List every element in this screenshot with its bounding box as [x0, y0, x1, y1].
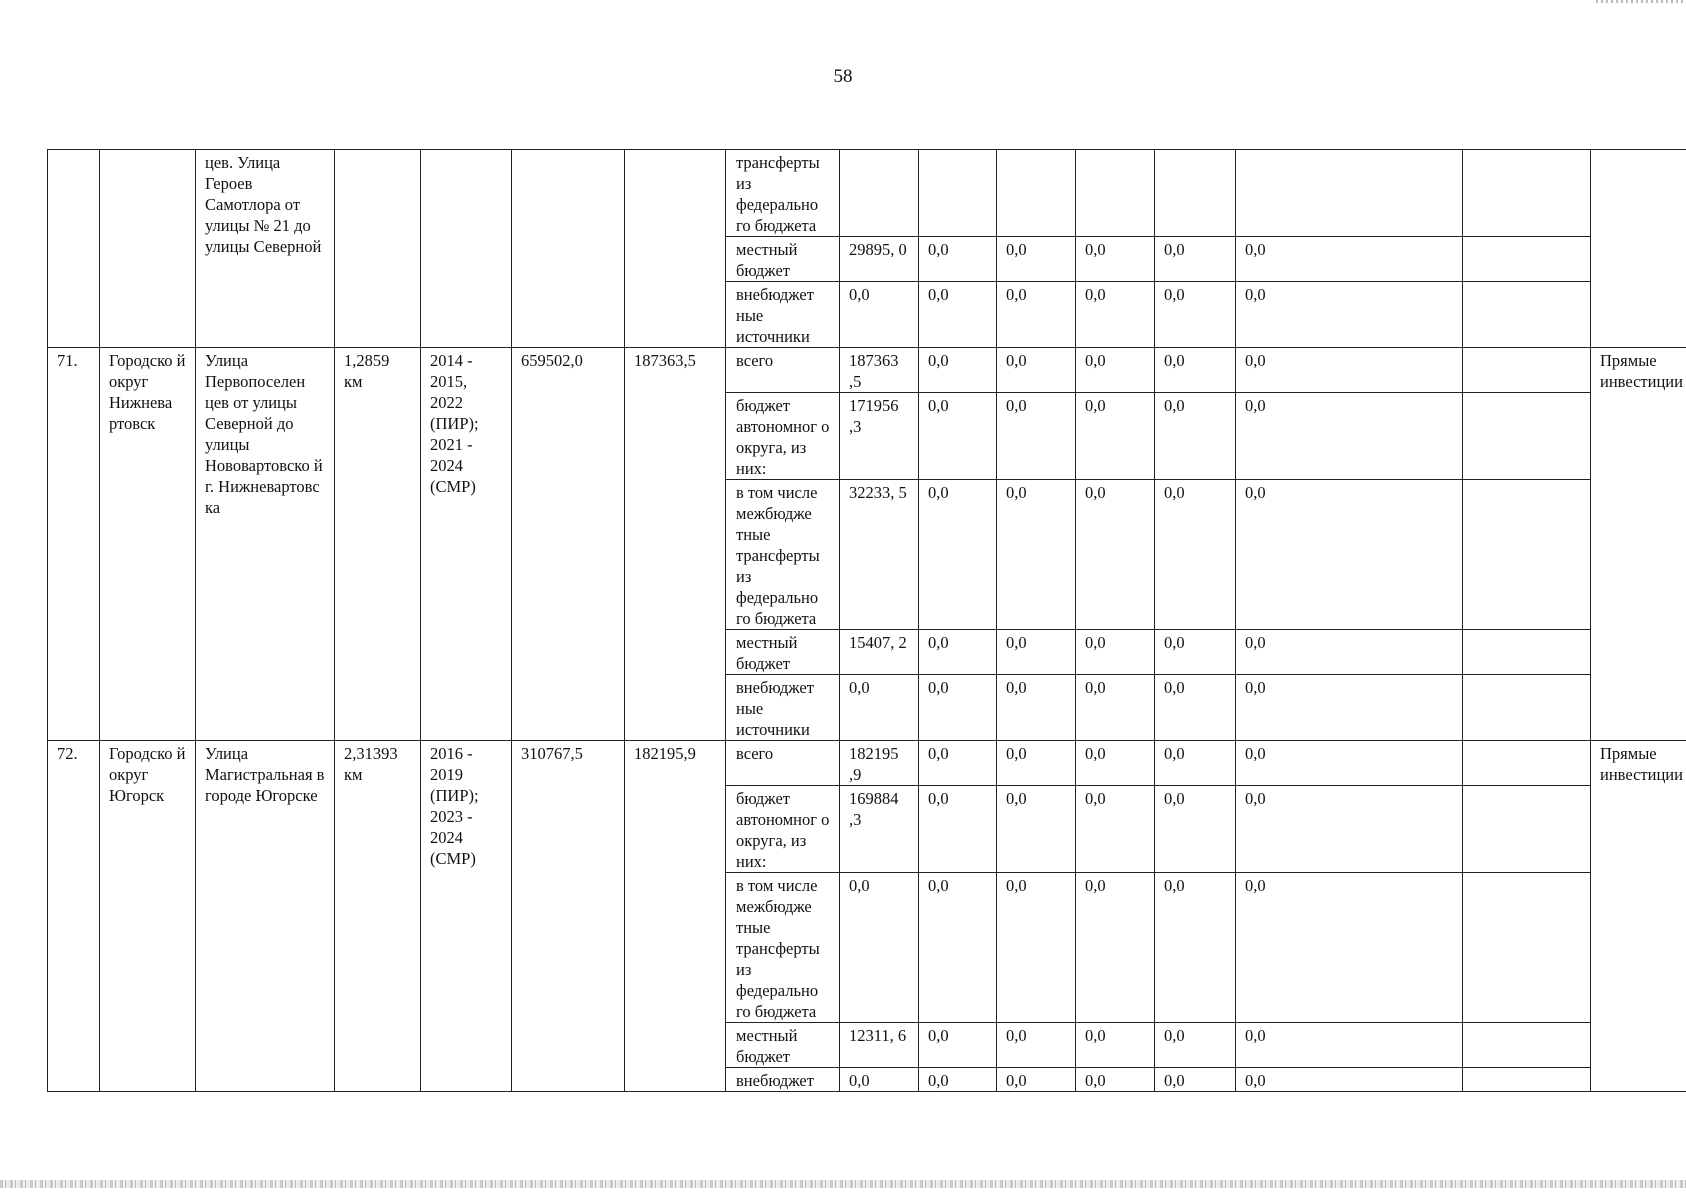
funding-source-cell: бюджет автономног о округа, из них:	[726, 393, 840, 480]
funding-source-cell: местный бюджет	[726, 237, 840, 282]
table-row	[48, 741, 1686, 786]
table-row	[48, 348, 1686, 393]
amount-cell: 0,0	[919, 786, 997, 873]
blank-cell	[1463, 675, 1591, 741]
investment-form-cell: Прямые инвестиции	[1591, 741, 1686, 1092]
blank-cell	[421, 150, 512, 348]
amount-cell: 171956 ,3	[840, 393, 919, 480]
amount-cell: 0,0	[1155, 741, 1236, 786]
amount-cell: 0,0	[997, 1023, 1076, 1068]
funding-source-cell: внебюджет	[726, 1068, 840, 1092]
amount-cell: 0,0	[1236, 393, 1463, 480]
blank-cell	[1463, 741, 1591, 786]
amount-cell: 0,0	[1236, 480, 1463, 630]
amount-cell: 0,0	[1236, 1068, 1463, 1092]
amount-cell: 0,0	[997, 786, 1076, 873]
amount-cell: 12311, 6	[840, 1023, 919, 1068]
blank-cell	[1463, 237, 1591, 282]
amount-cell: 0,0	[919, 630, 997, 675]
amount-cell: 0,0	[1155, 393, 1236, 480]
funding-source-cell: местный бюджет	[726, 1023, 840, 1068]
amount-cell: 0,0	[1155, 348, 1236, 393]
blank-cell	[1463, 480, 1591, 630]
amount-cell: 0,0	[1236, 873, 1463, 1023]
amount-cell: 0,0	[997, 348, 1076, 393]
blank-cell	[1463, 786, 1591, 873]
municipality-cell	[100, 150, 196, 348]
amount-cell: 0,0	[840, 675, 919, 741]
amount-cell: 0,0	[919, 393, 997, 480]
blank-cell	[1463, 150, 1591, 237]
amount-cell: 0,0	[997, 741, 1076, 786]
amount-cell	[1155, 150, 1236, 237]
amount-cell: 0,0	[1155, 873, 1236, 1023]
remaining-cost-cell: 187363,5	[625, 348, 726, 741]
amount-cell: 0,0	[840, 873, 919, 1023]
amount-cell: 0,0	[1076, 873, 1155, 1023]
amount-cell: 0,0	[1076, 237, 1155, 282]
blank-cell	[1463, 1023, 1591, 1068]
funding-source-cell: всего	[726, 348, 840, 393]
object-name-cell: Улица Первопоселен цев от улицы Северной до улицы Нововартовско й г. Нижневартовс ка	[196, 348, 335, 741]
remaining-cost-cell: 182195,9	[625, 741, 726, 1092]
amount-cell: 0,0	[1076, 393, 1155, 480]
funding-source-cell: внебюджет ные источники	[726, 282, 840, 348]
blank-cell	[1463, 393, 1591, 480]
row-number-cell: 72.	[48, 741, 100, 1092]
funding-source-cell: внебюджет ные источники	[726, 675, 840, 741]
amount-cell: 0,0	[1236, 630, 1463, 675]
amount-cell: 0,0	[840, 1068, 919, 1092]
amount-cell: 0,0	[1236, 741, 1463, 786]
amount-cell: 0,0	[1236, 786, 1463, 873]
blank-cell	[1463, 873, 1591, 1023]
estimated-cost-cell: 659502,0	[512, 348, 625, 741]
amount-cell: 0,0	[919, 282, 997, 348]
budget-table	[47, 149, 1686, 1092]
amount-cell: 0,0	[1076, 675, 1155, 741]
municipality-cell: Городско й округ Югорск	[100, 741, 196, 1092]
estimated-cost-cell: 310767,5	[512, 741, 625, 1092]
amount-cell: 0,0	[997, 873, 1076, 1023]
amount-cell: 0,0	[1076, 630, 1155, 675]
amount-cell	[1236, 150, 1463, 237]
blank-cell	[1463, 1068, 1591, 1092]
funding-source-cell: трансферты из федерально го бюджета	[726, 150, 840, 237]
amount-cell: 0,0	[919, 480, 997, 630]
amount-cell: 0,0	[1155, 630, 1236, 675]
table-body	[48, 150, 1686, 1092]
amount-cell: 0,0	[997, 282, 1076, 348]
blank-cell	[1463, 630, 1591, 675]
amount-cell: 182195 ,9	[840, 741, 919, 786]
amount-cell: 0,0	[919, 348, 997, 393]
investment-form-cell: Прямые инвестиции	[1591, 348, 1686, 741]
amount-cell	[1076, 150, 1155, 237]
amount-cell: 169884 ,3	[840, 786, 919, 873]
amount-cell: 0,0	[1076, 1068, 1155, 1092]
amount-cell: 0,0	[919, 675, 997, 741]
investment-form-cell	[1591, 150, 1686, 348]
amount-cell: 0,0	[1076, 741, 1155, 786]
amount-cell: 0,0	[1155, 480, 1236, 630]
amount-cell: 0,0	[919, 237, 997, 282]
amount-cell	[840, 150, 919, 237]
page-number: 58	[833, 66, 853, 87]
amount-cell: 32233, 5	[840, 480, 919, 630]
amount-cell: 0,0	[1236, 1023, 1463, 1068]
amount-cell: 0,0	[1236, 348, 1463, 393]
amount-cell: 0,0	[997, 393, 1076, 480]
funding-source-cell: в том числе межбюдже тные трансферты из федерально го бюджета	[726, 480, 840, 630]
period-cell: 2016 - 2019 (ПИР); 2023 - 2024 (СМР)	[421, 741, 512, 1092]
funding-source-cell: бюджет автономног о округа, из них:	[726, 786, 840, 873]
period-cell: 2014 - 2015, 2022 (ПИР); 2021 - 2024 (СМР)	[421, 348, 512, 741]
amount-cell: 0,0	[840, 282, 919, 348]
amount-cell: 29895, 0	[840, 237, 919, 282]
amount-cell: 0,0	[1076, 1023, 1155, 1068]
blank-cell	[1463, 282, 1591, 348]
table-row	[48, 150, 1686, 237]
object-name-cell: цев. Улица Героев Самотлора от улицы № 21 до улицы Северной	[196, 150, 335, 348]
funding-source-cell: местный бюджет	[726, 630, 840, 675]
blank-cell	[512, 150, 625, 348]
object-name-cell: Улица Магистральная в городе Югорске	[196, 741, 335, 1092]
municipality-cell: Городско й округ Нижнева ртовск	[100, 348, 196, 741]
funding-source-cell: всего	[726, 741, 840, 786]
amount-cell: 0,0	[1155, 786, 1236, 873]
amount-cell	[997, 150, 1076, 237]
amount-cell: 0,0	[1236, 282, 1463, 348]
amount-cell: 0,0	[1155, 1023, 1236, 1068]
number-cell	[48, 150, 100, 348]
amount-cell: 0,0	[1155, 1068, 1236, 1092]
amount-cell: 0,0	[1236, 675, 1463, 741]
amount-cell	[919, 150, 997, 237]
blank-cell	[335, 150, 421, 348]
scan-edge-artifact	[1596, 0, 1686, 3]
amount-cell: 0,0	[1155, 282, 1236, 348]
blank-cell	[625, 150, 726, 348]
amount-cell: 0,0	[997, 237, 1076, 282]
amount-cell: 0,0	[1076, 348, 1155, 393]
amount-cell: 0,0	[997, 630, 1076, 675]
amount-cell: 0,0	[1155, 675, 1236, 741]
amount-cell: 15407, 2	[840, 630, 919, 675]
amount-cell: 0,0	[919, 741, 997, 786]
amount-cell: 0,0	[919, 873, 997, 1023]
blank-cell	[1463, 348, 1591, 393]
amount-cell: 0,0	[1076, 786, 1155, 873]
amount-cell: 0,0	[997, 480, 1076, 630]
capacity-cell: 1,2859 км	[335, 348, 421, 741]
amount-cell: 0,0	[1076, 282, 1155, 348]
amount-cell: 0,0	[997, 1068, 1076, 1092]
row-number-cell: 71.	[48, 348, 100, 741]
amount-cell: 0,0	[1076, 480, 1155, 630]
amount-cell: 187363 ,5	[840, 348, 919, 393]
scan-edge-artifact	[0, 1180, 1686, 1188]
funding-source-cell: в том числе межбюдже тные трансферты из федерально го бюджета	[726, 873, 840, 1023]
capacity-cell: 2,31393 км	[335, 741, 421, 1092]
amount-cell: 0,0	[919, 1068, 997, 1092]
amount-cell: 0,0	[1236, 237, 1463, 282]
amount-cell: 0,0	[997, 675, 1076, 741]
amount-cell: 0,0	[1155, 237, 1236, 282]
amount-cell: 0,0	[919, 1023, 997, 1068]
